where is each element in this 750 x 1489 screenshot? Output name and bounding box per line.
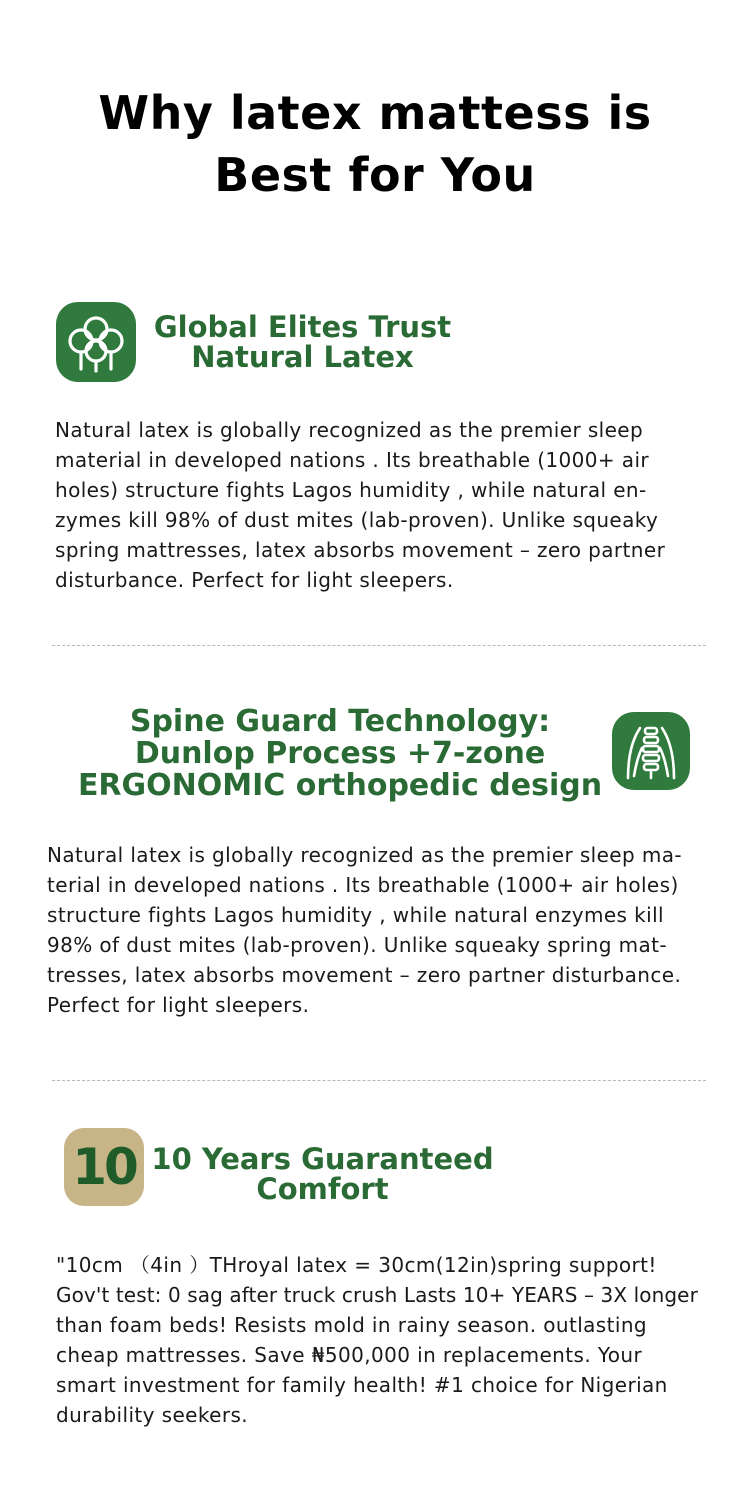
section-2-heading-line: Spine Guard Technology: xyxy=(129,704,551,739)
section-1-heading-line: Natural Latex xyxy=(191,340,414,374)
section-3-heading xyxy=(150,1144,495,1204)
section-1-heading xyxy=(130,312,475,372)
page-title-line-2: Best for You xyxy=(214,148,536,202)
body-line: terial in developed nations . Its breathable (1000+ air holes) xyxy=(47,873,679,897)
section-3-heading-line: 10 Years Guaranteed xyxy=(151,1142,494,1176)
section-3-heading-line: Comfort xyxy=(256,1172,389,1206)
page-title xyxy=(0,82,750,206)
body-line: Natural latex is globally recognized as the premier sleep ma- xyxy=(47,843,683,867)
section-1-body xyxy=(55,415,665,595)
section-3-body xyxy=(56,1250,698,1430)
body-line: 98% of dust mites (lab-proven). Unlike squeaky spring mat- xyxy=(47,933,667,957)
body-line: tresses, latex absorbs movement – zero partner disturbance. xyxy=(47,963,682,987)
section-divider xyxy=(52,1080,706,1081)
ten-years-badge-text: 10 xyxy=(72,1138,136,1196)
body-line: spring mattresses, latex absorbs movement – zero partner xyxy=(55,538,666,562)
body-line: smart investment for family health! #1 choice for Nigerian xyxy=(56,1373,668,1397)
section-2-body xyxy=(47,840,682,1020)
body-line: structure fights Lagos humidity , while natural enzymes kill xyxy=(47,903,664,927)
body-line: Perfect for light sleepers. xyxy=(47,993,310,1017)
section-1-heading-line: Global Elites Trust xyxy=(153,310,452,344)
ten-years-badge xyxy=(64,1128,144,1206)
body-line: durability seekers. xyxy=(56,1403,249,1427)
body-line: Gov't test: 0 sag after truck crush Lasts 10+ YEARS – 3X longer xyxy=(56,1283,698,1307)
page-title-line-1: Why latex mattess is xyxy=(98,86,652,140)
section-2-heading xyxy=(70,706,610,802)
section-2-heading-line: ERGONOMIC orthopedic design xyxy=(77,768,603,803)
body-line: disturbance. Perfect for light sleepers. xyxy=(55,568,454,592)
section-divider xyxy=(52,645,706,646)
body-line: Natural latex is globally recognized as the premier sleep xyxy=(55,418,644,442)
body-line: than foam beds! Resists mold in rainy season. outlasting xyxy=(56,1313,647,1337)
body-line: cheap mattresses. Save ₦500,000 in replacements. Your xyxy=(56,1343,643,1367)
body-line: holes) structure fights Lagos humidity , while natural en- xyxy=(55,478,647,502)
trees-icon xyxy=(56,302,136,382)
body-line: zymes kill 98% of dust mites (lab-proven). Unlike squeaky xyxy=(55,508,659,532)
section-2-heading-line: Dunlop Process +7-zone xyxy=(134,736,546,771)
spine-icon xyxy=(612,712,690,790)
body-line: material in developed nations . Its breathable (1000+ air xyxy=(55,448,650,472)
body-line: "10cm （4in ）THroyal latex = 30cm(12in)spring support! xyxy=(56,1253,657,1277)
